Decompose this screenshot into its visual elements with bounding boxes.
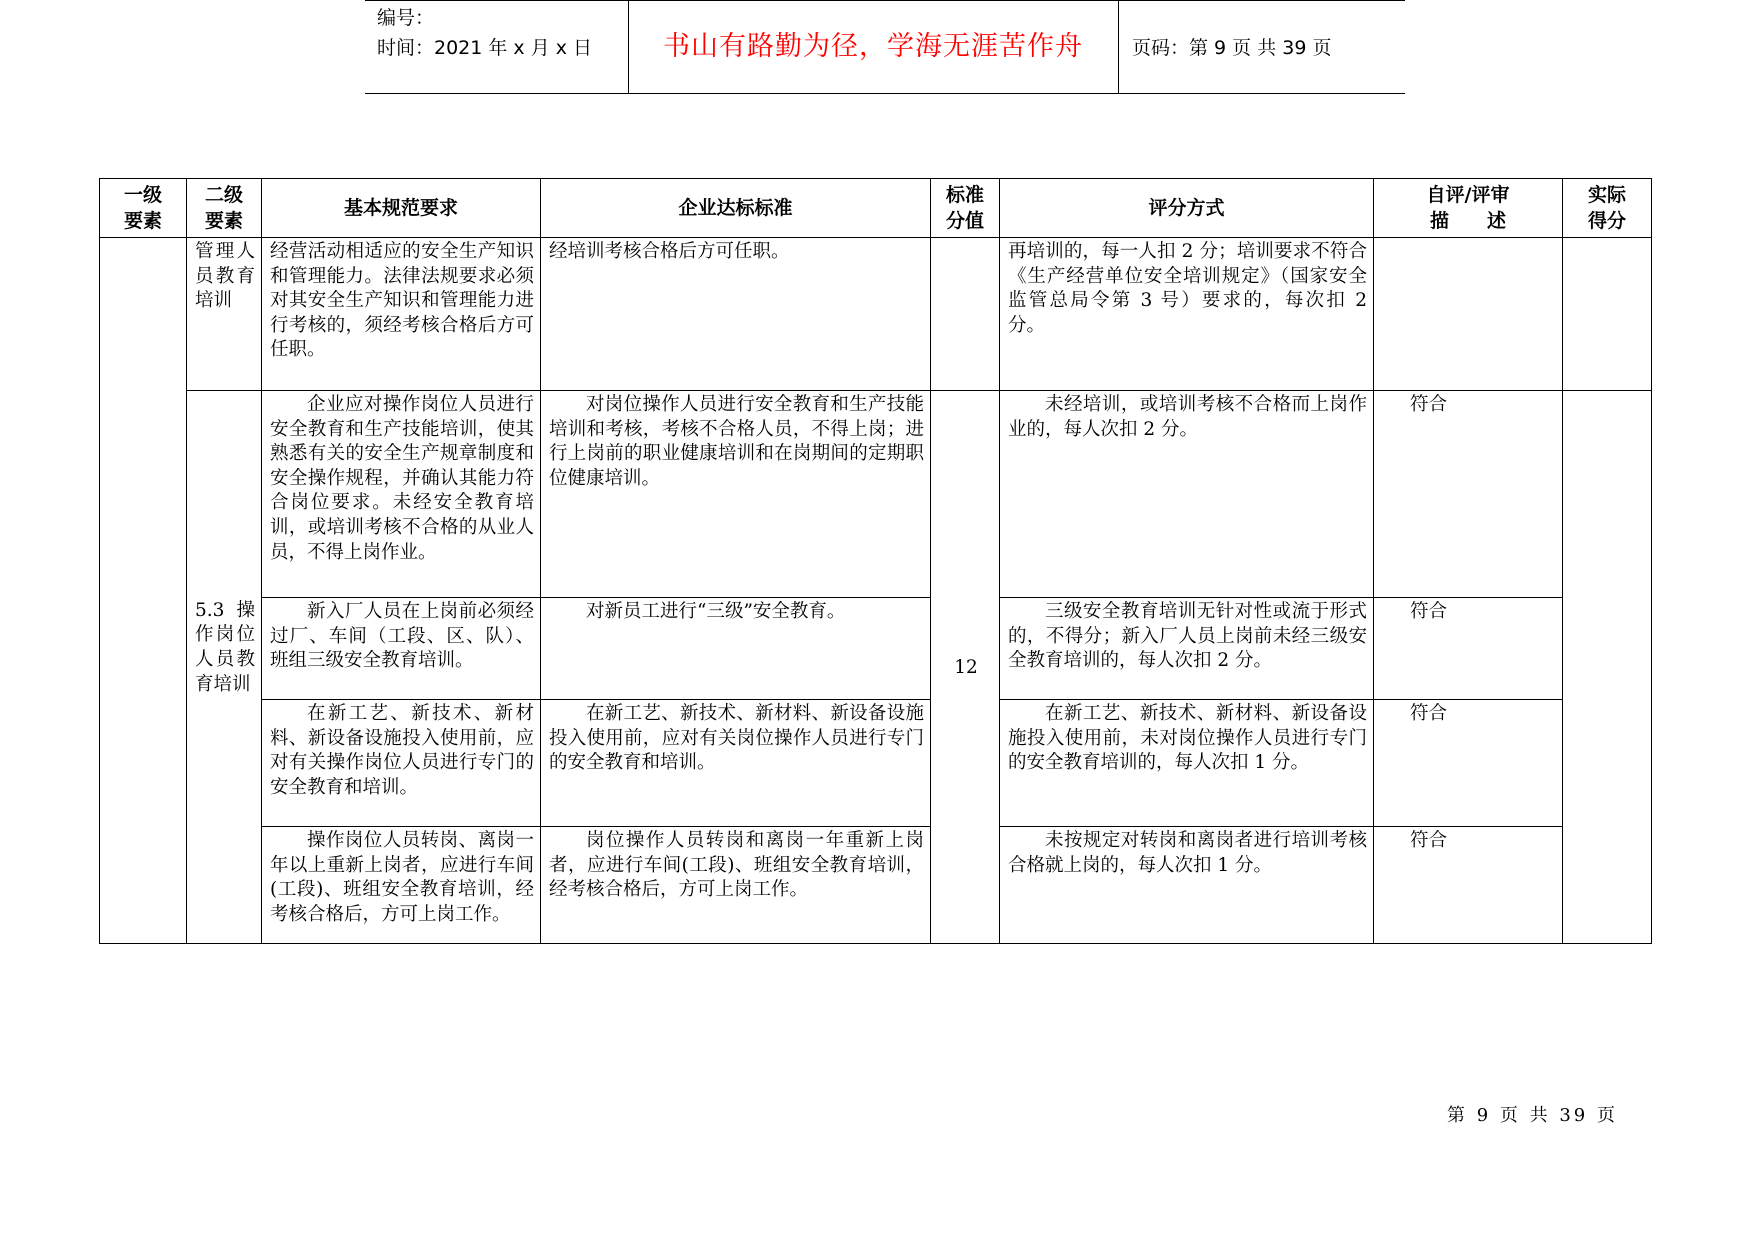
self-eval-cell: 符合 bbox=[1374, 598, 1563, 700]
col-header-level2: 二级 要素 bbox=[187, 179, 262, 238]
table-row bbox=[100, 598, 1652, 700]
self-eval-cell: 符合 bbox=[1374, 391, 1563, 598]
self-eval-cell: 符合 bbox=[1374, 827, 1563, 944]
header-top-rule bbox=[365, 0, 1405, 1]
standard-cell: 岗位操作人员转岗和离岗一年重新上岗者，应进行车间(工段)、班组安全教育培训，经考核合格后，方可上岗工作。 bbox=[541, 827, 931, 944]
requirement-cell: 经营活动相适应的安全生产知识和管理能力。法律法规要求必须对其安全生产知识和管理能力进行考核的，须经考核合格后方可任职。 bbox=[262, 238, 541, 391]
table-row bbox=[100, 827, 1652, 944]
col-header-actual: 实际 得分 bbox=[1563, 179, 1652, 238]
standard-cell: 对岗位操作人员进行安全教育和生产技能培训和考核，考核不合格人员，不得上岗；进行上岗前的职业健康培训和在岗期间的定期职位健康培训。 bbox=[541, 391, 931, 598]
requirement-cell: 在新工艺、新技术、新材料、新设备设施投入使用前，应对有关操作岗位人员进行专门的安全教育和培训。 bbox=[262, 700, 541, 827]
scoring-cell: 再培训的，每一人扣 2 分；培训要求不符合《生产经营单位安全培训规定》（国家安全监管总局令第 3 号）要求的，每次扣 2 分。 bbox=[1000, 238, 1374, 391]
standard-cell: 在新工艺、新技术、新材料、新设备设施投入使用前，应对有关岗位操作人员进行专门的安全教育和培训。 bbox=[541, 700, 931, 827]
score-cell: 12 bbox=[931, 391, 1000, 944]
standards-table bbox=[99, 178, 1652, 944]
scoring-cell: 未经培训，或培训考核不合格而上岗作业的，每人次扣 2 分。 bbox=[1000, 391, 1374, 598]
score-cell bbox=[931, 238, 1000, 391]
serial-label: 编号： bbox=[377, 7, 435, 29]
actual-score-cell bbox=[1563, 238, 1652, 391]
standard-cell: 经培训考核合格后方可任职。 bbox=[541, 238, 931, 391]
scoring-cell: 未按规定对转岗和离岗者进行培训考核合格就上岗的，每人次扣 1 分。 bbox=[1000, 827, 1374, 944]
self-eval-cell bbox=[1374, 238, 1563, 391]
header-motto: 书山有路勤为径，学海无涯苦作舟 bbox=[663, 31, 1083, 62]
col-header-self-eval: 自评/评审 描 述 bbox=[1374, 179, 1563, 238]
requirement-cell: 操作岗位人员转岗、离岗一年以上重新上岗者，应进行车间(工段)、班组安全教育培训，经考核合格后，方可上岗工作。 bbox=[262, 827, 541, 944]
col-header-level1: 一级 要素 bbox=[100, 179, 187, 238]
header-bottom-rule bbox=[365, 93, 1405, 94]
level1-cell bbox=[100, 238, 187, 944]
col-header-requirement: 基本规范要求 bbox=[262, 179, 541, 238]
col-header-standard: 企业达标标准 bbox=[541, 179, 931, 238]
table-row bbox=[100, 238, 1652, 391]
scoring-cell: 三级安全教育培训无针对性或流于形式的，不得分；新入厂人员上岗前未经三级安全教育培训的，每人次扣 2 分。 bbox=[1000, 598, 1374, 700]
table-row bbox=[100, 391, 1652, 598]
actual-score-cell bbox=[1563, 391, 1652, 944]
col-header-score: 标准 分值 bbox=[931, 179, 1000, 238]
level2-cell: 管理人员教育培训 bbox=[187, 238, 262, 391]
table-row bbox=[100, 700, 1652, 827]
table-header-row bbox=[100, 179, 1652, 238]
date-label: 时间：2021 年 x 月 x 日 bbox=[377, 37, 593, 59]
col-header-scoring: 评分方式 bbox=[1000, 179, 1374, 238]
requirement-cell: 新入厂人员在上岗前必须经过厂、车间（工段、区、队）、班组三级安全教育培训。 bbox=[262, 598, 541, 700]
header-page-label: 页码：第 9 页 共 39 页 bbox=[1132, 37, 1332, 59]
standard-cell: 对新员工进行“三级”安全教育。 bbox=[541, 598, 931, 700]
header-meta bbox=[377, 3, 592, 63]
requirement-cell: 企业应对操作岗位人员进行安全教育和生产技能培训，使其熟悉有关的安全生产规章制度和安全操作规程，并确认其能力符合岗位要求。未经安全教育培训，或培训考核不合格的从业人员，不得上岗作业。 bbox=[262, 391, 541, 598]
page-footer: 第 9 页 共 39 页 bbox=[1447, 1105, 1618, 1126]
scoring-cell: 在新工艺、新技术、新材料、新设备设施投入使用前，未对岗位操作人员进行专门的安全教育培训的，每人次扣 1 分。 bbox=[1000, 700, 1374, 827]
level2-cell: 5.3 操作岗位人员教育培训 bbox=[187, 391, 262, 944]
header-divider bbox=[1118, 0, 1119, 93]
self-eval-cell: 符合 bbox=[1374, 700, 1563, 827]
